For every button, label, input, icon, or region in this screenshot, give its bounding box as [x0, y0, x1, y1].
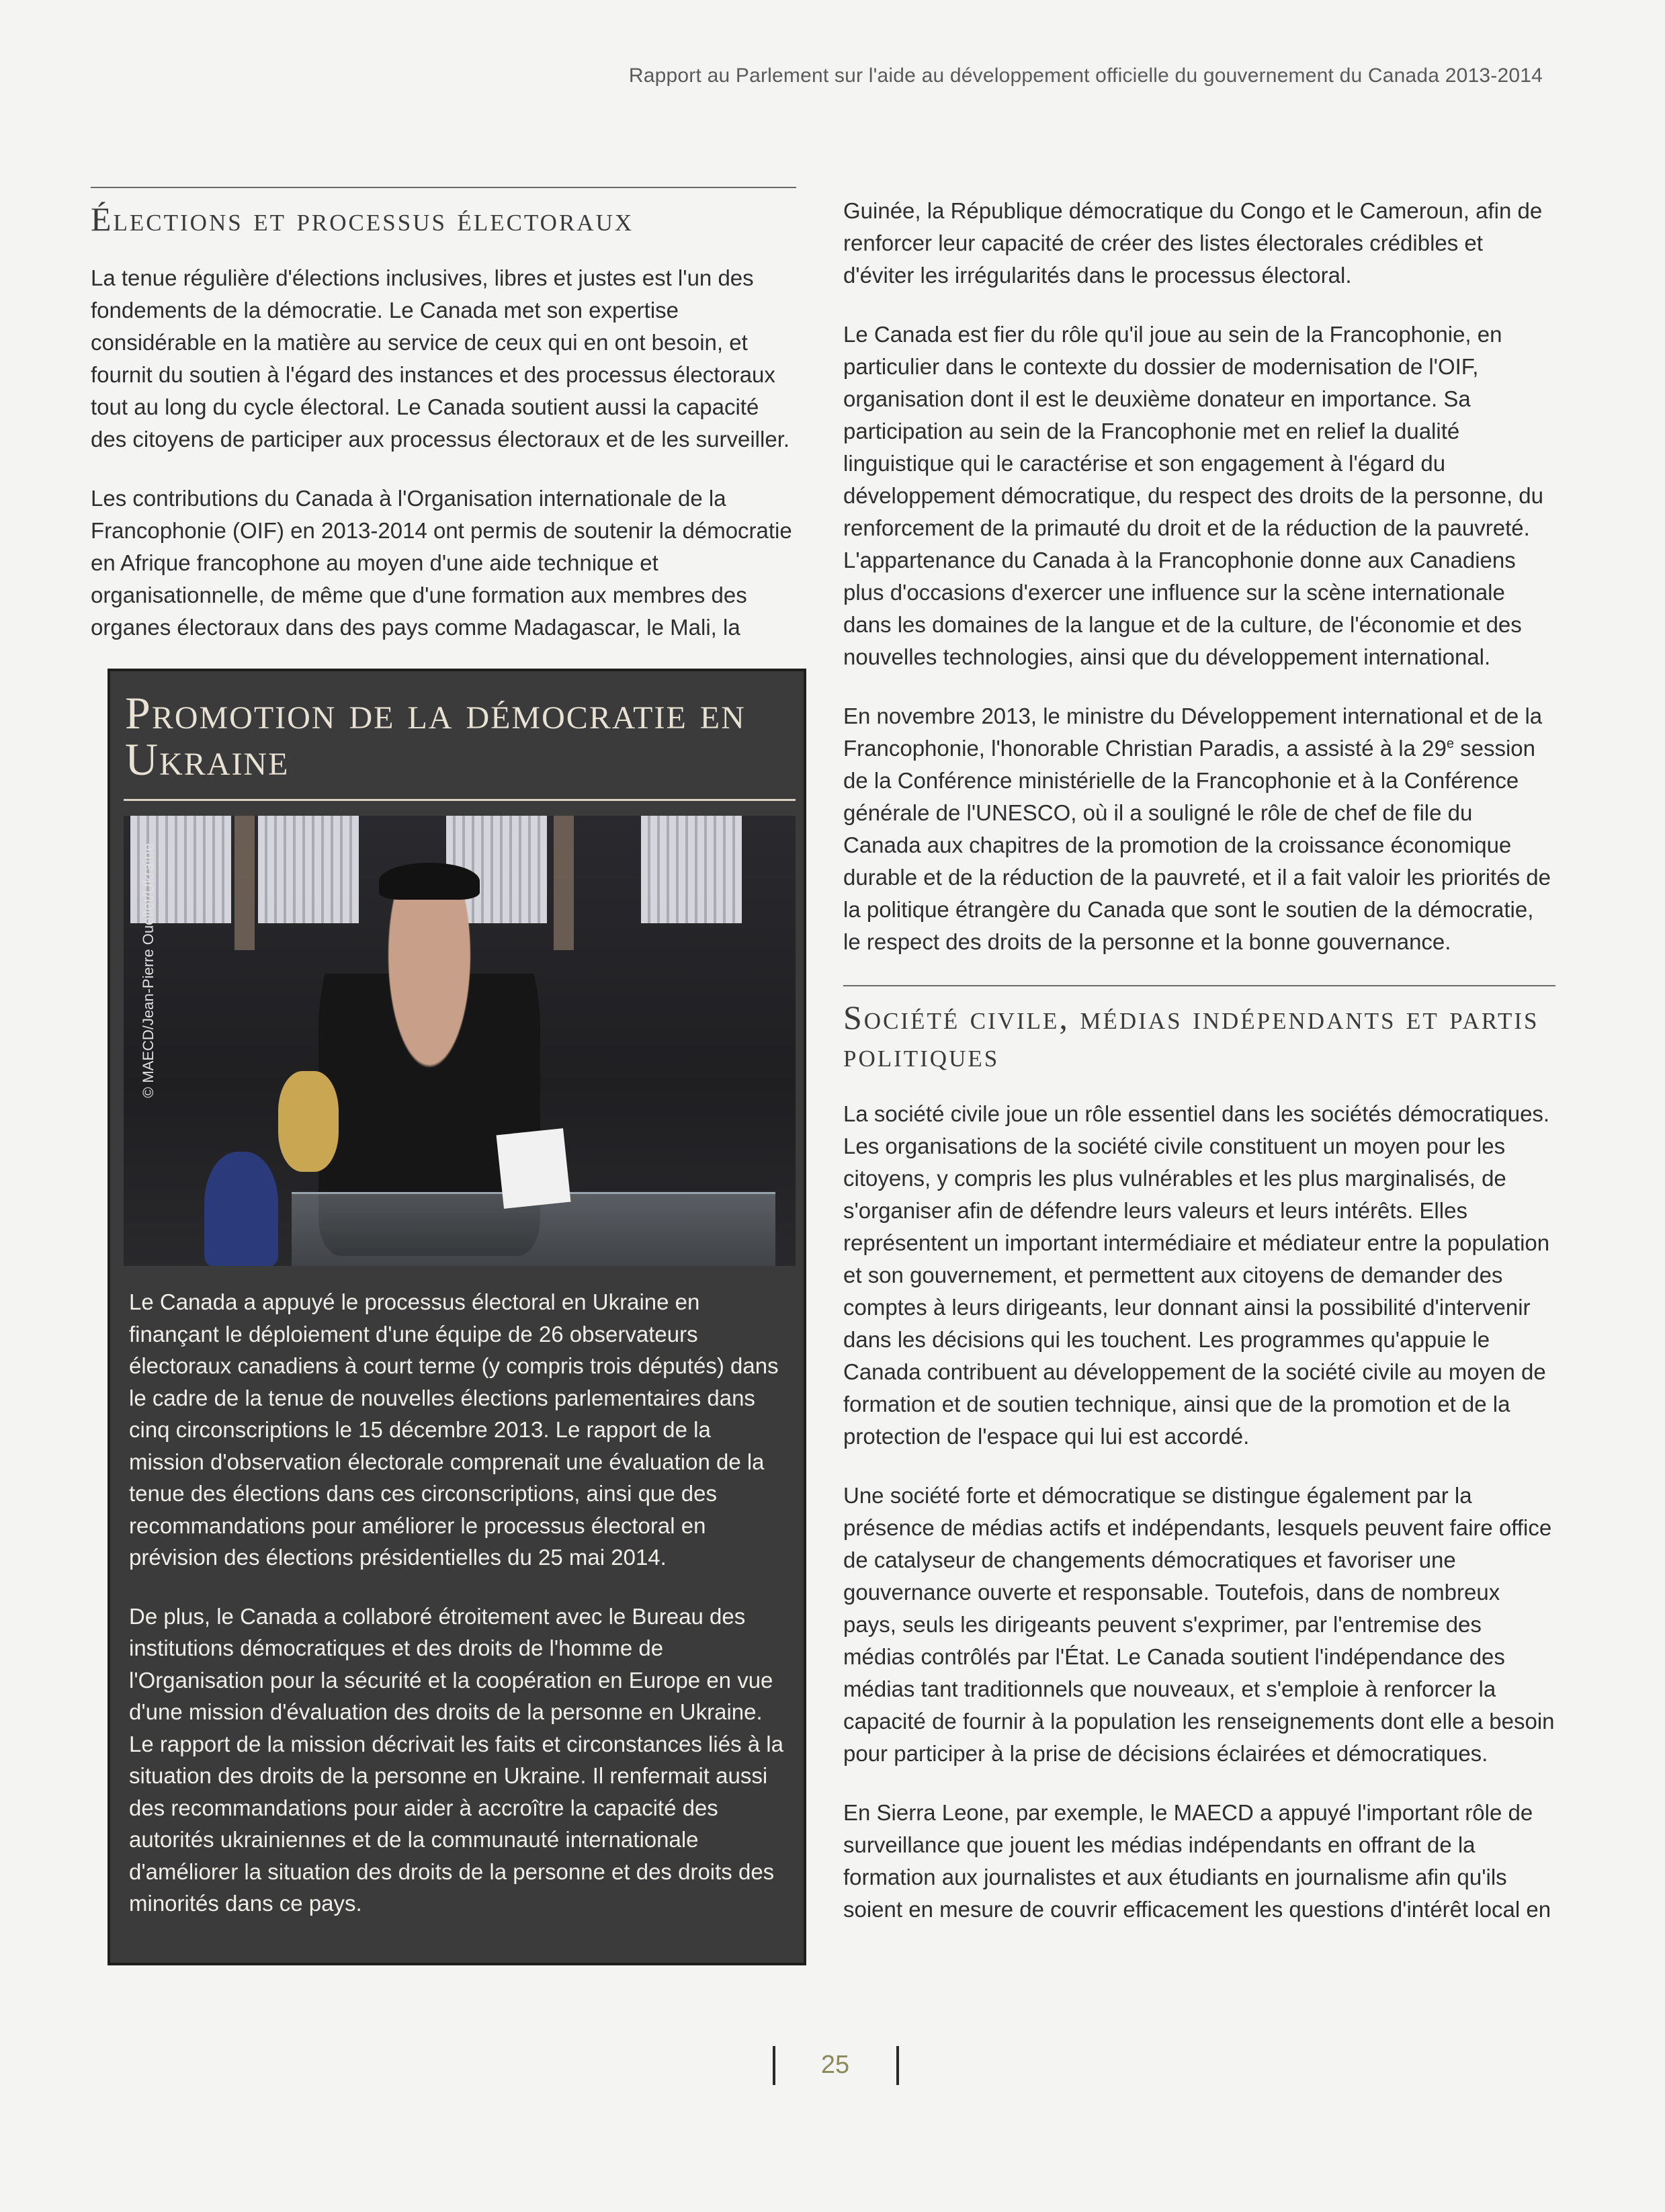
page-number-bar-right	[896, 2046, 899, 2085]
paragraph: En Sierra Leone, par exemple, le MAECD a appuyé l'important rôle de surveillance que jouent les médias indépendants en offrant de la formation aux journalistes et aux étudiants en journalisme afin qu'ils soient en mesure de couvrir efficacement les questions d'intérêt local en	[843, 1800, 1551, 1922]
section-rule	[91, 187, 796, 188]
page-number: 25	[820, 2051, 850, 2079]
voter-cap	[379, 863, 480, 900]
window	[641, 816, 742, 923]
sidebar-rule	[124, 799, 796, 801]
paragraph-text: En novembre 2013, le ministre du Développement international et de la Francophonie, l'honorable Christian Paradis, a assisté à la 29	[843, 704, 1543, 761]
section-rule	[843, 985, 1555, 986]
photo-credit: © MAECD/Jean-Pierre Ouellet/Ukraine	[140, 843, 157, 1098]
curtain	[554, 816, 574, 950]
paragraph: Les contributions du Canada à l'Organisation internationale de la Francophonie (OIF) en 2013-2014 ont permis de soutenir la démocratie en Afrique francophone au moyen d'une aide technique et organisationnelle, de même que d'une formation aux membres des organes électoraux dans des pays comme Madagascar, le Mali, la	[91, 486, 792, 640]
superscript: e	[1446, 736, 1454, 751]
paragraph: La tenue régulière d'élections inclusives, libres et justes est l'un des fondements de la démocratie. Le Canada met son expertise considérable en la matière au service de ceux qui en ont besoin, et fournit du soutien à l'égard des instances et des processus électoraux tout au long du cycle électoral. Le Canada soutient aussi la capacité des citoyens de participer aux processus électoraux et de les surveiller.	[91, 265, 790, 452]
paragraph: Guinée, la République démocratique du Congo et le Cameroun, afin de renforcer leur capacité de créer des listes électorales crédibles et d'éviter les irrégularités dans le processus électoral.	[843, 198, 1543, 288]
right-column	[843, 195, 1555, 1953]
voting-photo	[124, 816, 796, 1266]
sidebar-text	[129, 1286, 787, 1947]
curtain	[234, 816, 255, 950]
section-title-elections: Élections et processus électoraux	[91, 200, 634, 238]
window	[258, 816, 359, 923]
paragraph: La société civile joue un rôle essentiel dans les sociétés démocratiques. Les organisations de la société civile constituent un moyen pour les citoyens, y compris les plus vulnérables et les plus marginalisés, de s'organiser afin de défendre leurs valeurs et leurs intérêts. Elles représentent un important intermédiaire et médiateur entre la population et son gouvernement, et permettent aux citoyens de demander des comptes à leurs dirigeants, leur donnant ainsi la possibilité d'intervenir dans les décisions qui les touchent. Les programmes qu'appuie le Canada contribuent au développement de la société civile au moyen de formation et de soutien technique, ainsi que de la promotion et de la protection de l'espace qui lui est accordé.	[843, 1101, 1550, 1449]
paragraph	[843, 700, 1555, 958]
sidebar-paragraph: De plus, le Canada a collaboré étroitement avec le Bureau des institutions démocratiques et des droits de l'homme de l'Organisation pour la sécurité et la coopération en Europe en vue d'une mission d'évaluation des droits de la personne en Ukraine. Le rapport de la mission décrivait les faits et circonstances liés à la situation des droits de la personne en Ukraine. Il renfermait aussi des recommandations pour aider à accroître la capacité des autorités ukrainiennes et de la communauté internationale d'améliorer la situation des droits de la personne et des droits des minorités dans ce pays.	[129, 1603, 783, 1916]
ballot-paper	[497, 1128, 571, 1209]
sidebar-ukraine	[108, 669, 806, 1965]
sidebar-paragraph: Le Canada a appuyé le processus électoral en Ukraine en finançant le déploiement d'une équipe de 26 observateurs électoraux canadiens à court terme (y compris trois députés) dans le cadre de la tenue de nouvelles élections parlementaires dans cinq circonscriptions le 15 décembre 2013. Le rapport de la mission d'observation électorale comprenait une évaluation de la tenue des élections dans ces circonscriptions, ainsi que des recommandations pour améliorer le processus électoral en prévision des élections présidentielles du 25 mai 2014.	[129, 1289, 779, 1570]
paragraph-text: session de la Conférence ministérielle de la Francophonie et à la Conférence générale de l'UNESCO, où il a souligné le rôle de chef de file du Canada aux chapitres de la promotion de la croissance économique durable et de la réduction de la pauvreté, et il a fait valoir les priorités de la politique étrangère du Canada que sont le soutien de la démocratie, le respect des droits de la personne et la bonne gouvernance.	[843, 736, 1551, 954]
handbag	[278, 1071, 339, 1172]
section-title-civil-society: Société civile, médias indépendants et partis politiques	[843, 998, 1539, 1074]
paragraph: Une société forte et démocratique se distingue également par la présence de médias actifs et indépendants, lesquels peuvent faire office de catalyseur de changements démocratiques et favoriser une gouvernance ouverte et responsable. Toutefois, dans de nombreux pays, seuls les dirigeants peuvent s'exprimer, par l'entremise des médias contrôlés par l'État. Le Canada soutient l'indépendance des médias tant traditionnels que nouveaux, et s'emploie à renforcer la capacité de fournir à la population les renseignements dont elle a besoin pour participer à la prise de décisions éclairées et démocratiques.	[843, 1483, 1555, 1766]
running-header: Rapport au Parlement sur l'aide au développement officielle du gouvernement du Canada 2013-2014	[628, 65, 1543, 87]
left-column	[91, 187, 796, 671]
paragraph: Le Canada est fier du rôle qu'il joue au sein de la Francophonie, en particulier dans le contexte du dossier de modernisation de l'OIF, organisation dont il est le deuxième donateur en importance. Sa participation au sein de la Francophonie met en relief la dualité linguistique qui le caractérise et son engagement à l'égard du développement démocratique, du respect des droits de la personne, du renforcement de la primauté du droit et de la réduction de la pauvreté. L'appartenance du Canada à la Francophonie donne aux Canadiens plus d'occasions d'exercer une influence sur la scène internationale dans les domaines de la langue et de la culture, de l'économie et des nouvelles technologies, ainsi que du développement international.	[843, 322, 1543, 669]
child-figure	[204, 1152, 278, 1266]
sidebar-title: Promotion de la démocratie en Ukraine	[125, 687, 746, 785]
